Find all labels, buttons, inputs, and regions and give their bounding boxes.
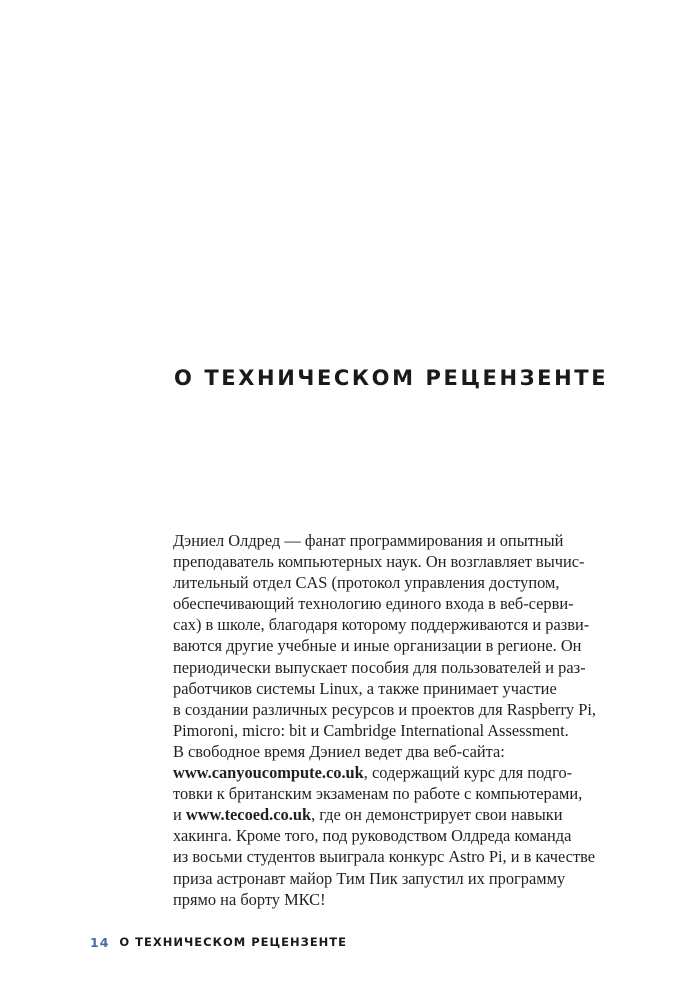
body-line: обеспечивающий технологию единого входа в веб-серви- bbox=[173, 594, 574, 614]
site2-description: , где он демонстрирует свои навыки bbox=[311, 805, 563, 825]
page-footer bbox=[90, 933, 347, 951]
site1-description: , содержащий курс для подго- bbox=[363, 763, 573, 783]
body-line: В свободное время Дэниел ведет два веб-сайта: bbox=[173, 741, 505, 761]
body-line: в создании различных ресурсов и проектов для Raspberry Pi, bbox=[173, 699, 596, 719]
body-line: Дэниел Олдред — фанат программирования и опытный bbox=[173, 531, 564, 550]
body-line: периодически выпускает пособия для пользователей и раз- bbox=[173, 657, 586, 677]
site-link-tecoed[interactable]: www.tecoed.co.uk bbox=[185, 805, 312, 825]
body-line: работчиков системы Linux, а также принимает участие bbox=[173, 678, 557, 698]
body-line: товки к британским экзаменам по работе с компьютерами, bbox=[173, 784, 583, 804]
chapter-title: О ТЕХНИЧЕСКОМ РЕЦЕНЗЕНТЕ bbox=[174, 366, 609, 390]
body-line: ваются другие учебные и иные организации в регионе. Он bbox=[173, 636, 582, 656]
body-line: Pimoroni, micro: bit и Cambridge International Assessment. bbox=[173, 720, 569, 740]
body-line: сах) в школе, благодаря которому поддерживаются и разви- bbox=[173, 615, 590, 635]
body-line-site2 bbox=[173, 804, 633, 825]
body-line: лительный отдел CAS (протокол управления доступом, bbox=[173, 573, 560, 593]
site2-prefix: и bbox=[173, 805, 186, 825]
running-title: О ТЕХНИЧЕСКОМ РЕЦЕНЗЕНТЕ bbox=[119, 935, 347, 949]
body-line-site1 bbox=[173, 762, 633, 783]
body-line: хакинга. Кроме того, под руководством Олдреда команда bbox=[173, 826, 572, 846]
site-link-canyoucompute[interactable]: www.canyoucompute.co.uk bbox=[173, 763, 364, 783]
page-number: 14 bbox=[90, 934, 110, 950]
body-text bbox=[173, 530, 633, 910]
body-line: приза астронавт майор Тим Пик запустил их программу bbox=[173, 868, 566, 888]
body-line: преподаватель компьютерных наук. Он возглавляет вычис- bbox=[173, 552, 585, 572]
body-line: прямо на борту МКС! bbox=[173, 889, 326, 909]
body-line: из восьми студентов выиграла конкурс Astro Pi, и в качестве bbox=[173, 847, 596, 867]
